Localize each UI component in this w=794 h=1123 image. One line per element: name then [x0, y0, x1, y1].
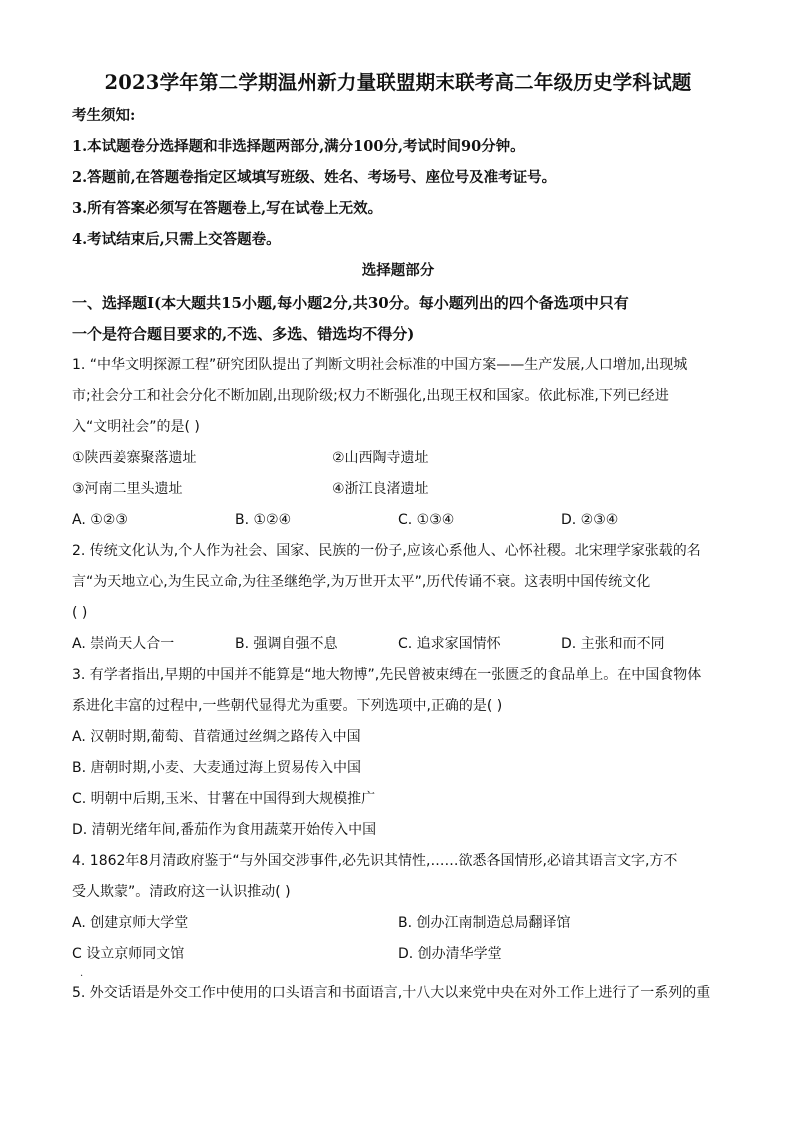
option-c: C 设立京师同文馆 — [72, 946, 185, 962]
option-a: A. 创建京师大学堂 — [72, 915, 189, 931]
question-text-line: 入“文明社会”的是( ) — [72, 419, 200, 435]
notice-item: 1.本试题卷分选择题和非选择题两部分,满分100分,考试时间90分钟。 — [72, 138, 525, 155]
question-text-line: 3. 有学者指出,早期的中国并不能算是“地大物博”,先民曾被束缚在一张匮乏的食品单上。在中国食物体 — [72, 667, 702, 683]
option-d: D. 清朝光绪年间,番茄作为食用蔬菜开始传入中国 — [72, 822, 377, 838]
question-3 — [72, 660, 724, 846]
option-d: D. 创办清华学堂 — [398, 946, 502, 962]
question-text-line: ( ) — [72, 605, 88, 621]
question-5 — [72, 978, 724, 1009]
answer-options — [72, 629, 724, 660]
option-c: C. ①③④ — [398, 512, 455, 528]
exam-title: 2023学年第二学期温州新力量联盟期末联考高二年级历史学科试题 — [104, 71, 692, 94]
option-a: A. 汉朝时期,葡萄、苜蓿通过丝绸之路传入中国 — [72, 729, 361, 745]
option-b: B. 唐朝时期,小麦、大麦通过海上贸易传入中国 — [72, 760, 361, 776]
answer-options — [72, 908, 724, 939]
option-a: A. ①②③ — [72, 512, 128, 528]
site-item: ②山西陶寺遗址 — [332, 450, 429, 466]
notice-item: 2.答题前,在答题卷指定区域填写班级、姓名、考场号、座位号及准考证号。 — [72, 169, 557, 186]
question-text-line: 5. 外交话语是外交工作中使用的口头语言和书面语言,十八大以来党中央在对外工作上进行了一系列的重 — [72, 985, 711, 1001]
notice-item: 3.所有答案必须写在答题卷上,写在试卷上无效。 — [72, 200, 383, 217]
notice-block — [72, 100, 724, 255]
answer-options — [72, 505, 724, 536]
option-b: B. 强调自强不息 — [235, 636, 338, 652]
option-c: C. 追求家国情怀 — [398, 636, 501, 652]
part1-heading-line: 一个是符合题目要求的,不选、多选、错选均不得分) — [72, 325, 415, 343]
question-2 — [72, 536, 724, 660]
option-d: D. 主张和而不同 — [561, 636, 665, 652]
question-text-line: 系进化丰富的过程中,一些朝代显得尤为重要。下列选项中,正确的是( ) — [72, 698, 503, 714]
site-item: ④浙江良渚遗址 — [332, 481, 429, 497]
question-text-line: 1. “中华文明探源工程”研究团队提出了判断文明社会标准的中国方案——生产发展,人口增加,出现城 — [72, 357, 688, 373]
site-list-row — [72, 474, 724, 505]
question-text-line: 言“为天地立心,为生民立命,为往圣继绝学,为万世开太平”,历代传诵不衰。这表明中国传统文化 — [72, 574, 651, 590]
part1-heading-line: 一、选择题Ⅰ(本大题共15小题,每小题2分,共30分。每小题列出的四个备选项中只有 — [72, 294, 629, 312]
site-item: ③河南二里头遗址 — [72, 481, 183, 497]
question-4 — [72, 846, 724, 970]
option-b: B. ①②④ — [235, 512, 292, 528]
option-a: A. 崇尚天人合一 — [72, 636, 175, 652]
notice-heading: 考生须知: — [72, 107, 136, 124]
answer-options — [72, 939, 724, 970]
notice-item: 4.考试结束后,只需上交答题卷。 — [72, 231, 281, 248]
question-text-line: 2. 传统文化认为,个人作为社会、国家、民族的一份子,应该心系他人、心怀社稷。北宋理学家张载的名 — [72, 543, 701, 559]
question-text-line: 4. 1862年8月清政府鉴于“与外国交涉事件,必先识其情性,……欲悉各国情形,必谙其语言文字,方不 — [72, 853, 678, 869]
option-c: C. 明朝中后期,玉米、甘薯在中国得到大规模推广 — [72, 791, 376, 807]
exam-page — [72, 66, 724, 1009]
question-text-line: 受人欺蒙”。清政府这一认识推动( ) — [72, 884, 291, 900]
option-d: D. ②③④ — [561, 512, 619, 528]
question-text-line: 市;社会分工和社会分化不断加剧,出现阶级;权力不断强化,出现王权和国家。依此标准,下列已经进 — [72, 388, 669, 404]
site-list-row — [72, 443, 724, 474]
part1-heading — [72, 288, 724, 350]
option-b: B. 创办江南制造总局翻译馆 — [398, 915, 571, 931]
question-1 — [72, 350, 724, 536]
scan-mark: · — [80, 971, 84, 982]
site-item: ①陕西姜寨聚落遗址 — [72, 450, 197, 466]
section-title: 选择题部分 — [361, 262, 435, 279]
